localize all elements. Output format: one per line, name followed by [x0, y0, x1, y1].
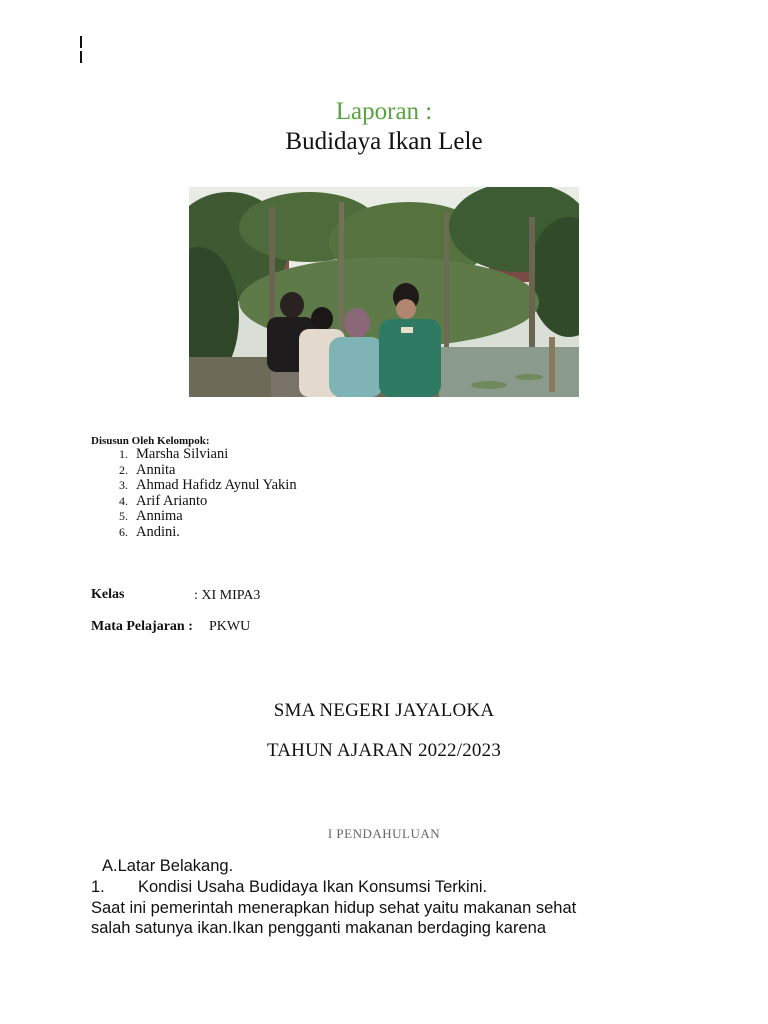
- paragraph-line: Saat ini pemerintah menerapkan hidup sehat yaitu makanan sehat: [91, 899, 577, 917]
- member-name: Annita: [136, 461, 176, 478]
- list-number: 1.: [119, 447, 128, 461]
- school-name: SMA NEGERI JAYALOKA: [273, 700, 495, 721]
- list-item: [91, 494, 297, 510]
- list-number: 3.: [119, 478, 128, 492]
- member-name: Annima: [136, 508, 183, 524]
- list-number: 4.: [119, 493, 128, 508]
- member-name: Ahmad Hafidz Aynul Yakin: [136, 477, 297, 493]
- authors-heading: Disusun Oleh Kelompok:: [91, 435, 210, 447]
- list-item: [91, 509, 297, 525]
- chapter-heading: I PENDAHULUAN: [327, 826, 441, 841]
- paragraph-line: salah satunya ikan.Ikan pengganti makanan berdaging karena: [91, 919, 546, 937]
- member-name: Marsha Silviani: [136, 446, 229, 462]
- subsection-heading: A.Latar Belakang.: [102, 857, 234, 875]
- group-photo: [189, 187, 579, 397]
- report-label: Laporan :: [335, 98, 433, 125]
- member-name: Andini.: [136, 523, 180, 540]
- list-number: 5.: [119, 509, 128, 523]
- subject-value: PKWU: [209, 619, 251, 634]
- academic-year: TAHUN AJARAN 2022/2023: [266, 740, 502, 761]
- text-cursor: [80, 36, 82, 64]
- list-item: [91, 463, 297, 479]
- point-number: 1.: [91, 878, 105, 896]
- list-item: [91, 525, 297, 541]
- subject-label: Mata Pelajaran :: [91, 619, 193, 634]
- class-label: Kelas: [91, 587, 125, 602]
- report-title: Budidaya Ikan Lele: [285, 128, 483, 155]
- list-item: [91, 478, 297, 494]
- authors-list: [91, 447, 297, 540]
- member-name: Arif Arianto: [136, 492, 208, 509]
- class-value: : XI MIPA3: [194, 588, 261, 603]
- point-title: Kondisi Usaha Budidaya Ikan Konsumsi Terkini.: [138, 878, 488, 896]
- list-number: 2.: [119, 462, 128, 477]
- list-number: 6.: [119, 524, 128, 539]
- list-item: [91, 447, 297, 463]
